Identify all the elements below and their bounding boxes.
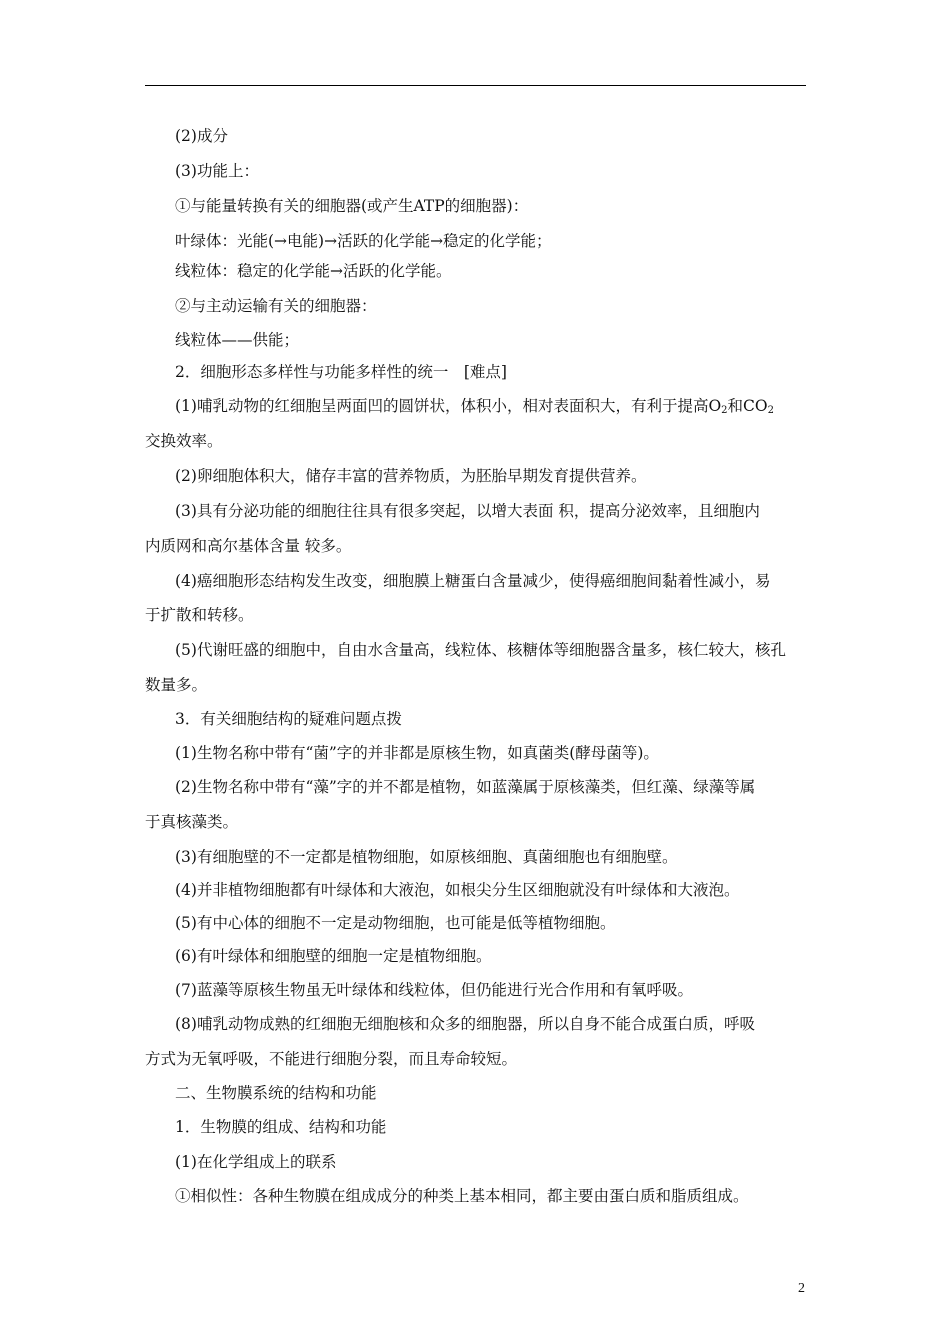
text-line: 方式为无氧呼吸，不能进行细胞分裂，而且寿命较短。 [145,1050,518,1068]
text-line: (1)在化学组成上的联系 [175,1153,337,1171]
text-line: (8)哺乳动物成熟的红细胞无细胞核和众多的细胞器，所以自身不能合成蛋白质，呼吸 [175,1015,755,1033]
text-line: (3)有细胞壁的不一定都是植物细胞，如原核细胞、真菌细胞也有细胞壁。 [175,848,678,866]
text-line: 线粒体——供能； [175,331,300,349]
text-line: (7)蓝藻等原核生物虽无叶绿体和线粒体，但仍能进行光合作用和有氧呼吸。 [175,981,693,999]
text-line: (3)具有分泌功能的细胞往往具有很多突起，以增大表面 积，提高分泌效率，且细胞内 [175,502,760,520]
section-heading: 3．有关细胞结构的疑难问题点拨 [175,710,402,728]
text-line: 于扩散和转移。 [145,606,254,624]
text-line: ①相似性：各种生物膜在组成成分的种类上基本相同，都主要由蛋白质和脂质组成。 [175,1187,749,1205]
text-line: (3)功能上： [175,162,259,180]
text-line: 数量多。 [145,676,208,694]
section-heading: 1．生物膜的组成、结构和功能 [175,1118,387,1136]
text-line: 于真核藻类。 [145,813,239,831]
text-line: (4)癌细胞形态结构发生改变，细胞膜上糖蛋白含量减少，使得癌细胞间黏着性减小，易 [175,572,771,590]
text-line: (6)有叶绿体和细胞壁的细胞一定是植物细胞。 [175,947,492,965]
text-line: (2)卵细胞体积大，储存丰富的营养物质，为胚胎早期发育提供营养。 [175,467,647,485]
text-line: (2)生物名称中带有“藻”字的并不都是植物，如蓝藻属于原核藻类，但红藻、绿藻等属 [175,778,756,796]
text-line: (5)有中心体的细胞不一定是动物细胞，也可能是低等植物细胞。 [175,914,616,932]
section-heading: 二、生物膜系统的结构和功能 [175,1084,377,1102]
text-line: (1)生物名称中带有“菌”字的并非都是原核生物，如真菌类(酵母菌等)。 [175,744,659,762]
page-number: 2 [798,1281,805,1296]
text-line: 交换效率。 [145,432,223,450]
section-heading: 2．细胞形态多样性与功能多样性的统一 [难点] [175,363,507,381]
text-line: (5)代谢旺盛的细胞中，自由水含量高，线粒体、核糖体等细胞器含量多，核仁较大，核孔 [175,641,786,659]
text-line: ①与能量转换有关的细胞器(或产生ATP的细胞器)： [175,197,529,215]
text-line: (1)哺乳动物的红细胞呈两面凹的圆饼状，体积小，相对表面积大，有利于提高$O_2$和$CO_2$ [175,397,774,416]
text-line: ②与主动运输有关的细胞器： [175,297,377,315]
text-line: (4)并非植物细胞都有叶绿体和大液泡，如根尖分生区细胞就没有叶绿体和大液泡。 [175,881,740,899]
text-line: 线粒体：稳定的化学能→活跃的化学能。 [175,262,452,280]
text-line: (2)成分 [175,127,228,145]
text-line: 叶绿体：光能(→电能)→活跃的化学能→稳定的化学能； [175,232,552,250]
text-line: 内质网和高尔基体含量 较多。 [145,537,352,555]
header-rule [145,85,806,86]
